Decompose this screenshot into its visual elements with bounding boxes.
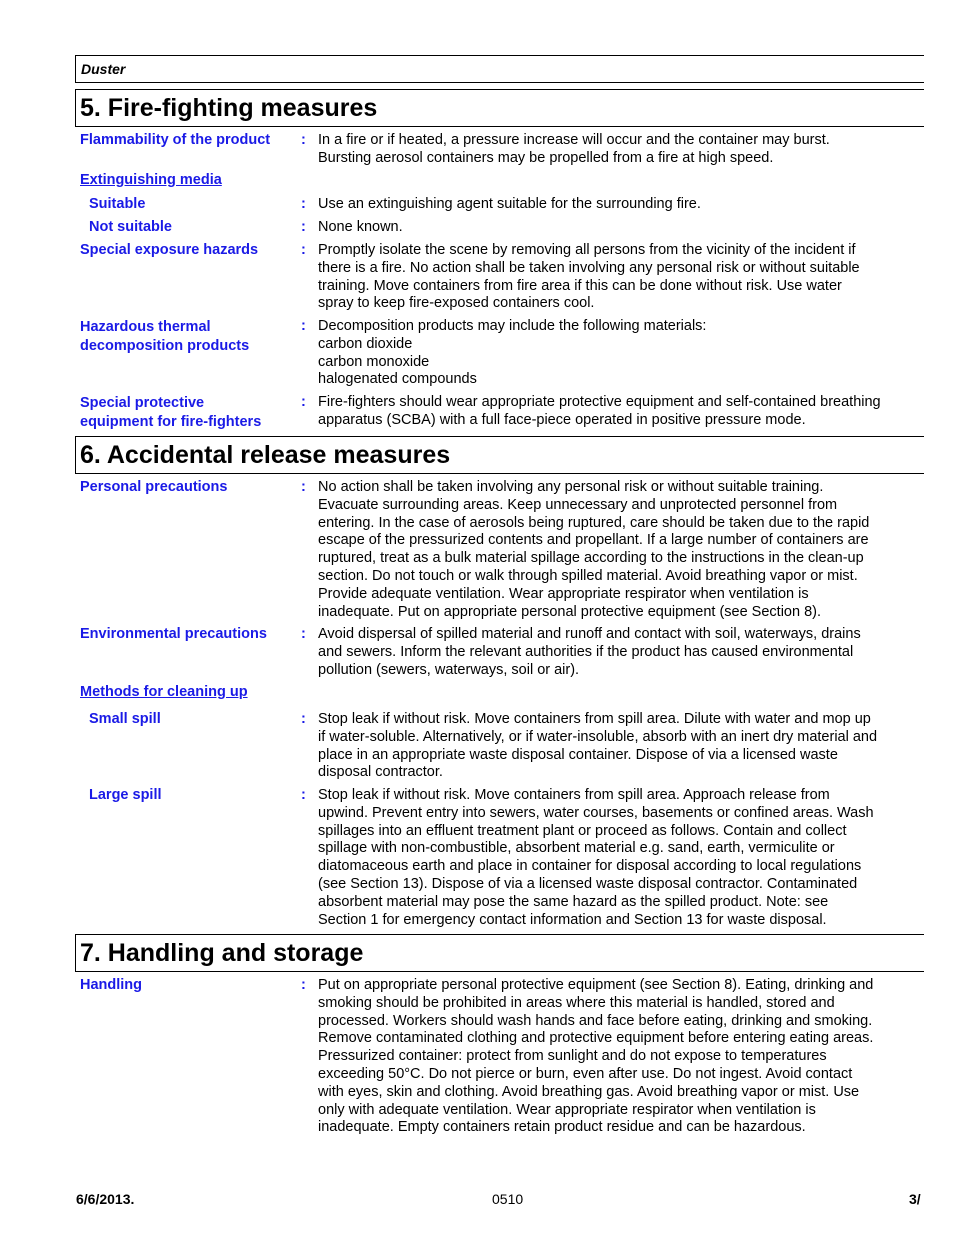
label-special-protective: Special protective equipment for fire-fighters bbox=[80, 395, 262, 430]
footer-code: 0510 bbox=[492, 1191, 524, 1207]
colon: : bbox=[301, 394, 306, 410]
section-5-title: 5. Fire-fighting measures bbox=[75, 89, 924, 127]
label-large-spill: Large spill bbox=[89, 787, 162, 803]
colon: : bbox=[301, 318, 306, 334]
colon: : bbox=[301, 977, 306, 993]
colon: : bbox=[301, 711, 306, 727]
colon: : bbox=[301, 626, 306, 642]
value-hazardous-thermal: Decomposition products may include the following materials: carbon dioxide carbon monoxide halogenated compounds bbox=[318, 318, 707, 388]
product-name: Duster bbox=[81, 61, 126, 77]
label-not-suitable: Not suitable bbox=[89, 219, 172, 235]
value-suitable: Use an extinguishing agent suitable for the surrounding fire. bbox=[318, 196, 701, 212]
value-personal-precautions: No action shall be taken involving any personal risk or without suitable training. Evacuate surrounding areas. Keep unnecessary and unprotected personnel from entering. In the case of aerosols being ruptured, care should be taken due to the rapid escape of the pressurized contents and propellant. If a large number of containers are ruptured, treat as a bulk material spillage according to the instructions in the clean-up section. Do not touch or walk through spilled material. Avoid breathing vapor or mist. Provide adequate ventilation. Wear appropriate respirator when ventilation is inadequate. Put on appropriate personal protective equipment (see Section 8). bbox=[318, 479, 870, 620]
value-handling: Put on appropriate personal protective equipment (see Section 8). Eating, drinking and smoking should be prohibited in areas where this material is handled, stored and processed. Workers should wash hands and face before eating, drinking and smoking. Remove contaminated clothing and protective equipment before entering eating areas. Pressurized container: protect from sunlight and do not expose to temperatures exceeding 50°C. Do not pierce or burn, even after use. Do not ingest. Avoid contact with eyes, skin and clothing. Avoid breathing gas. Avoid breathing vapor or mist. Use only with adequate ventilation. Wear appropriate respirator when ventilation is inadequate. Empty containers retain product residue and can be hazardous. bbox=[318, 977, 874, 1136]
footer-page: 3/ bbox=[909, 1191, 921, 1207]
section-6-title: 6. Accidental release measures bbox=[75, 436, 924, 474]
colon: : bbox=[301, 242, 306, 258]
label-extinguishing-media: Extinguishing media bbox=[80, 172, 222, 188]
footer-date: 6/6/2013. bbox=[76, 1191, 135, 1207]
value-large-spill: Stop leak if without risk. Move containers from spill area. Approach release from upwind. Prevent entry into sewers, water courses, basements or confined areas. Wash spillages into an effluent treatment plant or proceed as follows. Contain and collect spillage with non-combustible, absorbent material e.g. sand, earth, vermiculite or diatomaceous earth and place in container for disposal according to local regulations (see Section 13). Dispose of via a licensed waste disposal contractor. Contaminated absorbent material may pose the same hazard as the spilled product. Note: see Section 1 for emergency contact information and Section 13 for waste disposal. bbox=[318, 787, 874, 928]
section-7-title: 7. Handling and storage bbox=[75, 934, 924, 972]
value-flammability: In a fire or if heated, a pressure increase will occur and the container may burst. Bursting aerosol containers may be propelled from a fire at high speed. bbox=[318, 132, 830, 166]
label-flammability: Flammability of the product bbox=[80, 132, 271, 148]
label-hazardous-thermal: Hazardous thermal decomposition products bbox=[80, 319, 250, 354]
product-header bbox=[75, 55, 924, 83]
label-environmental-precautions: Environmental precautions bbox=[80, 626, 267, 642]
colon: : bbox=[301, 196, 306, 212]
value-environmental-precautions: Avoid dispersal of spilled material and runoff and contact with soil, waterways, drains and sewers. Inform the relevant authorities if the product has caused environmental pollution (sewers, waterways, soil or air). bbox=[318, 626, 861, 678]
label-small-spill: Small spill bbox=[89, 711, 161, 727]
label-special-exposure: Special exposure hazards bbox=[80, 242, 259, 258]
label-personal-precautions: Personal precautions bbox=[80, 479, 228, 495]
colon: : bbox=[301, 219, 306, 235]
value-not-suitable: None known. bbox=[318, 219, 403, 235]
label-methods-cleaning: Methods for cleaning up bbox=[80, 684, 248, 700]
label-suitable: Suitable bbox=[89, 196, 146, 212]
value-small-spill: Stop leak if without risk. Move containers from spill area. Dilute with water and mop up if water-soluble. Alternatively, or if water-insoluble, absorb with an inert dry material and place in an appropriate waste disposal container. Dispose of via a licensed waste disposal contractor. bbox=[318, 711, 878, 781]
value-special-protective: Fire-fighters should wear appropriate protective equipment and self-contained breathing apparatus (SCBA) with a full face-piece operated in positive pressure mode. bbox=[318, 394, 881, 428]
colon: : bbox=[301, 479, 306, 495]
label-handling: Handling bbox=[80, 977, 143, 993]
value-special-exposure: Promptly isolate the scene by removing all persons from the vicinity of the incident if there is a fire. No action shall be taken involving any personal risk or without suitable training. Move containers from fire area if this can be done without risk. Use water spray to keep fire-exposed containers cool. bbox=[318, 242, 860, 312]
colon: : bbox=[301, 132, 306, 148]
colon: : bbox=[301, 787, 306, 803]
